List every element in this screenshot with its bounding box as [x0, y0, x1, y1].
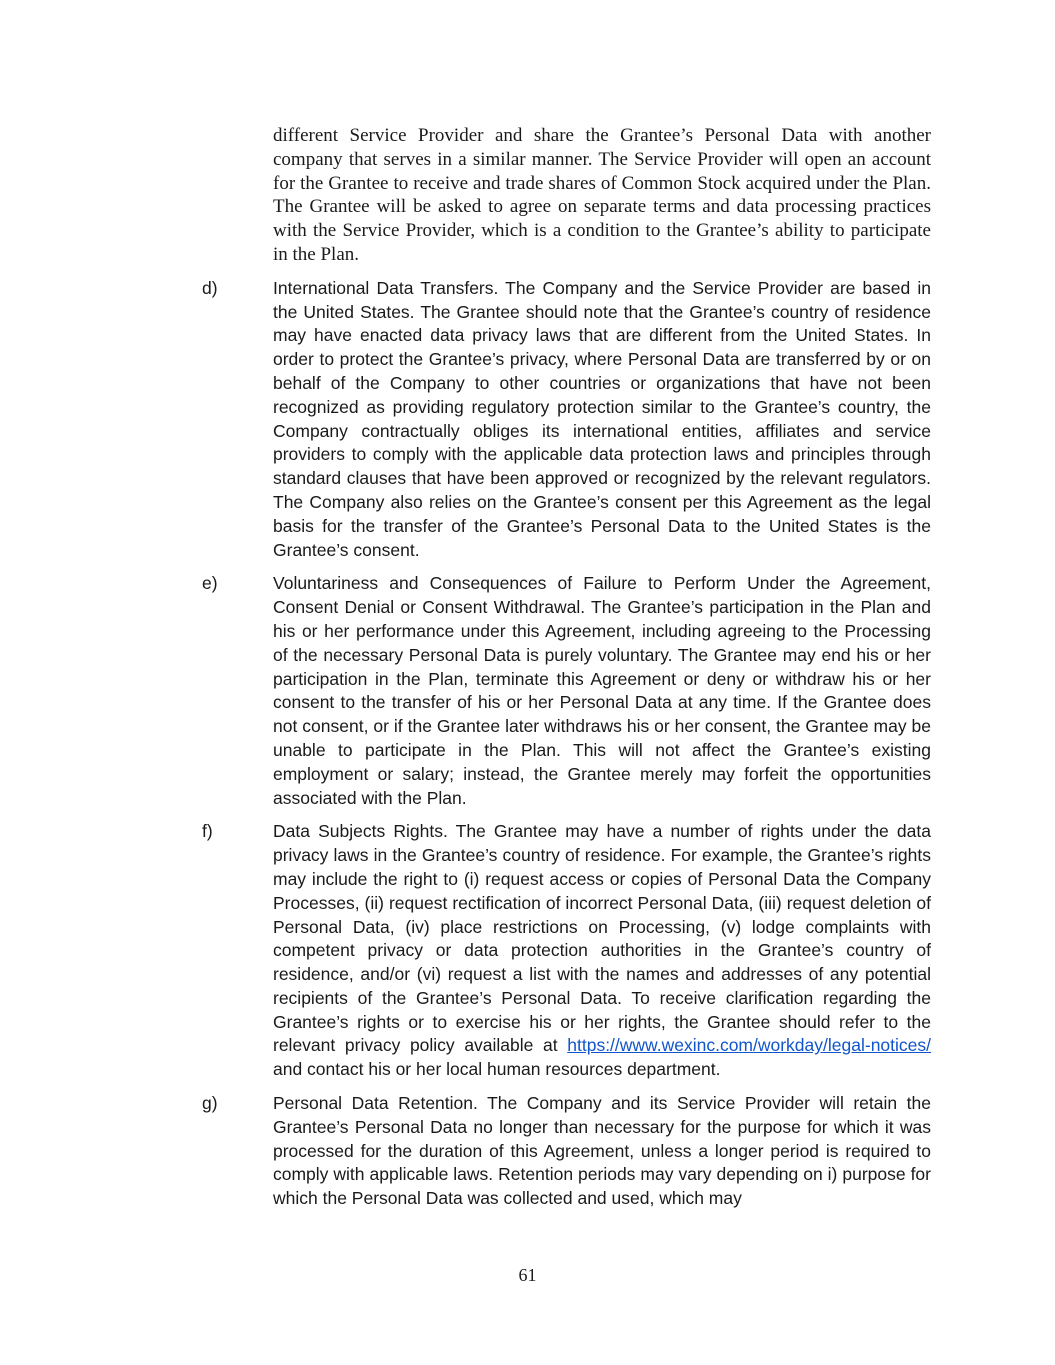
list-item-f [202, 820, 931, 1082]
legal-notices-link[interactable]: https://www.wexinc.com/workday/legal-notices/ [567, 1035, 931, 1056]
list-item-text: Data Subjects Rights. The Grantee may have a number of rights under the data privacy laws in the Grantee’s country of residence. For example, the Grantee’s rights may include the right to (i) request access or copies of Personal Data the Company Processes, (ii) request rectification of incorrect Personal Data, (iii) request deletion of Personal Data, (iv) place restrictions on Processing, (v) lodge complaints with competent privacy or data protection authorities in the Grantee’s country of residence, and/or (vi) request a list with the names and addresses of any potential recipients of the Grantee’s Personal Data. To receive clarification regarding the Grantee’s rights or to exercise his or her rights, the Grantee should refer to the relevant privacy policy available at [273, 821, 931, 1056]
list-marker: g) [202, 1093, 218, 1114]
page-number: 61 [518, 1265, 537, 1285]
list-item-text-continued: and contact his or her local human resources department. [273, 1059, 721, 1080]
list-item-text: Personal Data Retention. The Company and its Service Provider will retain the Grantee’s Personal Data no longer than necessary for the purpose for which it was processed for the duration of this Agreement, unless a longer period is required to comply with applicable laws. Retention periods may vary depending on i) purpose for which the Personal Data was collected and used, which may [273, 1093, 931, 1209]
list-marker: d) [202, 277, 218, 298]
list-marker: e) [202, 573, 218, 594]
list-item-g [202, 1092, 931, 1211]
list-item-text: International Data Transfers. The Company and the Service Provider are based in the United States. The Grantee should note that the Grantee’s country of residence may have enacted data privacy laws that are different from the United States. In order to protect the Grantee’s privacy, where Personal Data are transferred by or on behalf of the Company to other countries or organizations that have not been recognized as providing regulatory protection similar to the Grantee’s country, the Company contractually obliges its international entities, affiliates and service providers to comply with the applicable data protection laws and principles through standard clauses that have been approved or recognized by the relevant regulators. The Company also relies on the Grantee’s consent per this Agreement as the legal basis for the transfer of the Grantee’s Personal Data to the United States is the Grantee’s consent. [273, 277, 931, 560]
document-body [202, 124, 931, 1221]
intro-paragraph: different Service Provider and share the Grantee’s Personal Data with another company that serves in a similar manner. The Service Provider will open an account for the Grantee to receive and trade shares of Common Stock acquired under the Plan. The Grantee will be asked to agree on separate terms and data processing practices with the Service Provider, which is a condition to the Grantee’s ability to participate in the Plan. [273, 125, 931, 265]
list-item-d [202, 277, 931, 563]
list-item-e [202, 572, 931, 810]
list-marker: f) [202, 821, 213, 842]
list-item-text: Voluntariness and Consequences of Failure to Perform Under the Agreement, Consent Denial or Consent Withdrawal. The Grantee’s participation in the Plan and his or her performance under this Agreement, including agreeing to the Processing of the necessary Personal Data is purely voluntary. The Grantee may end his or her participation in the Plan, terminate this Agreement or deny or withdraw his or her consent to the transfer of his or her Personal Data at any time. If the Grantee does not consent, or if the Grantee later withdraws his or her consent, the Grantee may be unable to participate in the Plan. This will not affect the Grantee’s existing employment or salary; instead, the Grantee merely may forfeit the opportunities associated with the Plan. [273, 573, 931, 808]
